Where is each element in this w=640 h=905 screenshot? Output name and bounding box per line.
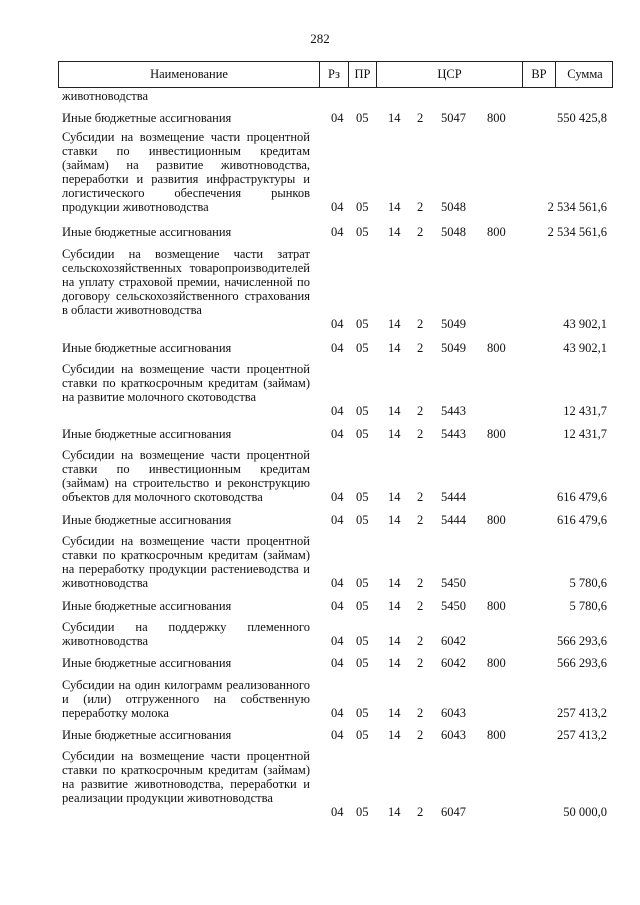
row-csr-subprogram: 2 bbox=[417, 200, 424, 214]
row-rz: 04 bbox=[331, 513, 344, 527]
row-csr-program: 14 bbox=[388, 513, 401, 527]
row-csr-subprogram: 2 bbox=[417, 576, 424, 590]
row-csr-code: 5443 bbox=[441, 427, 466, 441]
header-vr: ВР bbox=[523, 62, 556, 87]
row-rz: 04 bbox=[331, 225, 344, 239]
row-pr: 05 bbox=[356, 634, 369, 648]
row-pr: 05 bbox=[356, 805, 369, 819]
row-csr-program: 14 bbox=[388, 225, 401, 239]
row-rz: 04 bbox=[331, 599, 344, 613]
row-vr: 800 bbox=[487, 427, 506, 441]
row-csr-program: 14 bbox=[388, 111, 401, 125]
row-name: Иные бюджетные ассигнования bbox=[62, 599, 232, 613]
row-sum: 550 425,8 bbox=[557, 111, 607, 125]
row-vr: 800 bbox=[487, 225, 506, 239]
row-pr: 05 bbox=[356, 200, 369, 214]
row-csr-program: 14 bbox=[388, 404, 401, 418]
row-csr-program: 14 bbox=[388, 706, 401, 720]
row-csr-subprogram: 2 bbox=[417, 513, 424, 527]
row-csr-subprogram: 2 bbox=[417, 341, 424, 355]
row-csr-code: 5444 bbox=[441, 513, 466, 527]
row-sum: 43 902,1 bbox=[563, 341, 607, 355]
row-rz: 04 bbox=[331, 490, 344, 504]
row-sum: 43 902,1 bbox=[563, 317, 607, 331]
row-sum: 566 293,6 bbox=[557, 656, 607, 670]
row-name: Иные бюджетные ассигнования bbox=[62, 427, 232, 441]
row-csr-subprogram: 2 bbox=[417, 599, 424, 613]
row-vr: 800 bbox=[487, 513, 506, 527]
row-pr: 05 bbox=[356, 513, 369, 527]
row-csr-subprogram: 2 bbox=[417, 728, 424, 742]
row-csr-subprogram: 2 bbox=[417, 225, 424, 239]
row-csr-code: 5450 bbox=[441, 576, 466, 590]
row-csr-subprogram: 2 bbox=[417, 317, 424, 331]
row-csr-program: 14 bbox=[388, 634, 401, 648]
row-vr: 800 bbox=[487, 728, 506, 742]
row-pr: 05 bbox=[356, 656, 369, 670]
row-sum: 566 293,6 bbox=[557, 634, 607, 648]
page-number: 282 bbox=[310, 31, 330, 46]
row-csr-program: 14 bbox=[388, 200, 401, 214]
row-rz: 04 bbox=[331, 728, 344, 742]
row-name: Иные бюджетные ассигнования bbox=[62, 513, 232, 527]
row-vr: 800 bbox=[487, 111, 506, 125]
row-csr-code: 6042 bbox=[441, 656, 466, 670]
row-name: Иные бюджетные ассигнования bbox=[62, 728, 232, 742]
row-pr: 05 bbox=[356, 728, 369, 742]
row-pr: 05 bbox=[356, 317, 369, 331]
row-rz: 04 bbox=[331, 317, 344, 331]
row-csr-program: 14 bbox=[388, 656, 401, 670]
row-rz: 04 bbox=[331, 576, 344, 590]
row-csr-program: 14 bbox=[388, 317, 401, 331]
row-pr: 05 bbox=[356, 225, 369, 239]
row-name: Иные бюджетные ассигнования bbox=[62, 341, 232, 355]
header-pr: ПР bbox=[349, 62, 377, 87]
row-sum: 257 413,2 bbox=[557, 706, 607, 720]
row-name: Субсидии на возмещение части процентной ставки по инвестиционным кредитам (займам) на развитие животноводства, переработки и развития инфраструктуры и логистического обеспечения рынков продукции животноводства bbox=[62, 130, 310, 214]
row-csr-program: 14 bbox=[388, 805, 401, 819]
row-sum: 12 431,7 bbox=[563, 427, 607, 441]
row-sum: 616 479,6 bbox=[557, 513, 607, 527]
row-csr-code: 5450 bbox=[441, 599, 466, 613]
row-sum: 257 413,2 bbox=[557, 728, 607, 742]
row-csr-subprogram: 2 bbox=[417, 404, 424, 418]
row-name: Субсидии на возмещение части процентной ставки по инвестиционным кредитам (займам) на строительство и реконструкцию объектов для молочного скотоводства bbox=[62, 448, 310, 504]
row-name: Субсидии на поддержку племенного животноводства bbox=[62, 620, 310, 648]
row-csr-subprogram: 2 bbox=[417, 706, 424, 720]
row-csr-program: 14 bbox=[388, 728, 401, 742]
row-csr-program: 14 bbox=[388, 599, 401, 613]
row-rz: 04 bbox=[331, 427, 344, 441]
row-csr-program: 14 bbox=[388, 341, 401, 355]
row-pr: 05 bbox=[356, 404, 369, 418]
row-pr: 05 bbox=[356, 599, 369, 613]
row-csr-program: 14 bbox=[388, 427, 401, 441]
row-pr: 05 bbox=[356, 490, 369, 504]
row-pr: 05 bbox=[356, 427, 369, 441]
header-name: Наименование bbox=[59, 62, 320, 87]
row-csr-code: 5047 bbox=[441, 111, 466, 125]
row-csr-code: 5049 bbox=[441, 341, 466, 355]
row-csr-subprogram: 2 bbox=[417, 656, 424, 670]
row-csr-code: 6043 bbox=[441, 728, 466, 742]
table-header bbox=[58, 61, 613, 88]
row-rz: 04 bbox=[331, 805, 344, 819]
row-name: Субсидии на один килограмм реализованного и (или) отгруженного на собственную переработку молока bbox=[62, 678, 310, 720]
row-csr-subprogram: 2 bbox=[417, 634, 424, 648]
row-csr-program: 14 bbox=[388, 490, 401, 504]
row-rz: 04 bbox=[331, 634, 344, 648]
row-pr: 05 bbox=[356, 706, 369, 720]
row-sum: 2 534 561,6 bbox=[547, 200, 607, 214]
row-sum: 50 000,0 bbox=[563, 805, 607, 819]
row-csr-code: 5049 bbox=[441, 317, 466, 331]
row-name: животноводства bbox=[62, 89, 148, 103]
row-sum: 5 780,6 bbox=[569, 576, 607, 590]
row-csr-subprogram: 2 bbox=[417, 111, 424, 125]
row-sum: 2 534 561,6 bbox=[547, 225, 607, 239]
row-pr: 05 bbox=[356, 341, 369, 355]
row-pr: 05 bbox=[356, 576, 369, 590]
row-sum: 5 780,6 bbox=[569, 599, 607, 613]
row-rz: 04 bbox=[331, 111, 344, 125]
row-rz: 04 bbox=[331, 200, 344, 214]
row-sum: 12 431,7 bbox=[563, 404, 607, 418]
row-csr-code: 6047 bbox=[441, 805, 466, 819]
row-csr-subprogram: 2 bbox=[417, 427, 424, 441]
row-csr-program: 14 bbox=[388, 576, 401, 590]
row-rz: 04 bbox=[331, 706, 344, 720]
row-rz: 04 bbox=[331, 404, 344, 418]
row-csr-code: 5048 bbox=[441, 200, 466, 214]
row-csr-code: 5444 bbox=[441, 490, 466, 504]
row-csr-code: 5048 bbox=[441, 225, 466, 239]
header-sum: Сумма bbox=[567, 67, 603, 81]
row-name: Иные бюджетные ассигнования bbox=[62, 656, 232, 670]
row-csr-subprogram: 2 bbox=[417, 805, 424, 819]
row-pr: 05 bbox=[356, 111, 369, 125]
row-csr-code: 5443 bbox=[441, 404, 466, 418]
row-name: Субсидии на возмещение части затрат сельскохозяйственных товаропроизводителей на уплату страховой премии, начисленной по договору сельскохозяйственного страхования в области животноводства bbox=[62, 247, 310, 317]
header-csr: ЦСР bbox=[377, 62, 523, 87]
row-name: Иные бюджетные ассигнования bbox=[62, 111, 232, 125]
row-sum: 616 479,6 bbox=[557, 490, 607, 504]
row-rz: 04 bbox=[331, 656, 344, 670]
row-csr-code: 6042 bbox=[441, 634, 466, 648]
row-vr: 800 bbox=[487, 341, 506, 355]
row-rz: 04 bbox=[331, 341, 344, 355]
row-name: Субсидии на возмещение части процентной ставки по краткосрочным кредитам (займам) на переработку продукции растениеводства и животноводства bbox=[62, 534, 310, 590]
row-name: Субсидии на возмещение части процентной ставки по краткосрочным кредитам (займам) на развитие молочного скотоводства bbox=[62, 362, 310, 404]
row-vr: 800 bbox=[487, 599, 506, 613]
row-vr: 800 bbox=[487, 656, 506, 670]
row-name: Иные бюджетные ассигнования bbox=[62, 225, 232, 239]
row-csr-subprogram: 2 bbox=[417, 490, 424, 504]
header-rz: Рз bbox=[320, 62, 349, 87]
row-name: Субсидии на возмещение части процентной ставки по краткосрочным кредитам (займам) на развитие животноводства, переработки и реализации продукции животноводства bbox=[62, 749, 310, 805]
row-csr-code: 6043 bbox=[441, 706, 466, 720]
